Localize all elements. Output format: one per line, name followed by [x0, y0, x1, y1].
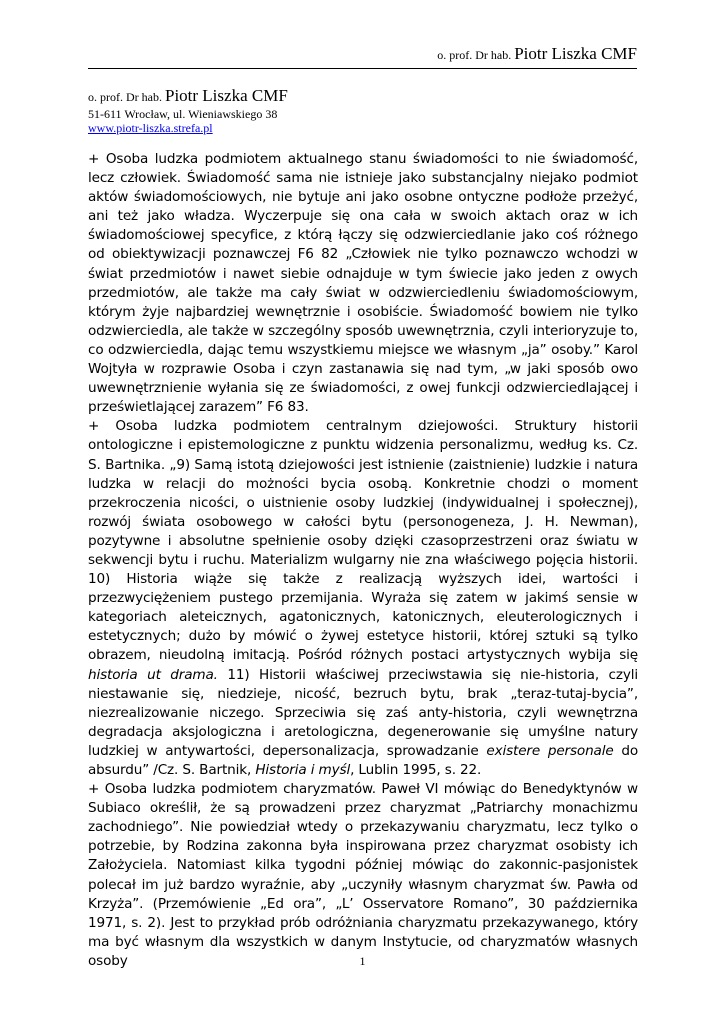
- body-text: [88, 150, 638, 971]
- paragraph-consciousness: + Osoba ludzka podmiotem aktualnego stanu świadomości to nie świadomość, lecz człowiek. Świadomość sama nie istnieje jako substancjalny niejako podmiot aktów świadomościowych, nie bytuje ani jako osobne ontyczne podłoże przeżyć, ani też jako władza. Wyczerpuje się ona cała w swoich aktach oraz w ich świadomościowej specyfice, z którą łączy się odzwierciedlanie jako coś różnego od obiektywizacji poznawczej F6 82 „Człowiek nie tylko poznawczo wchodzi w świat przedmiotów i nawet siebie odnajduje w tym świecie jako jeden z owych przedmiotów, ale także ma cały świat w odzwierciedleniu świadomościowym, którym żyje najbardziej wewnętrznie i osobiście. Świadomość bowiem nie tylko odzwierciedla, ale także w szczególny sposób uwewnętrznia, czyli interioryzuje to, co odzwierciedla, dając temu wszystkiemu miejsce we własnym „ja” osoby.” Karol Wojtyła w rozprawie Osoba i czyn zastanawia się nad tym, „w jaki sposób owo uwewnętrznienie wyłania się ze świadomości, z owej funkcji odzwierciedlającej i prześwietlającej zarazem” F6 83.: [88, 151, 638, 416]
- running-header-name: Piotr Liszka CMF: [514, 44, 637, 63]
- paragraph-charisms: + Osoba ludzka podmiotem charyzmatów. Paweł VI mówiąc do Benedyktynów w Subiaco określił, że są prowadzeni przez charyzmat „Patriarchy monachizmu zachodniego”. Nie powiedział wtedy o przekazywaniu charyzmatu, lecz tylko o potrzebie, by Rodzina zakonna była inspirowana przez charyzmat osobisty ich Założyciela. Natomiast kilka tygodni później mówiąc do zakonnic-pasjonistek polecał im już bardzo wyraźnie, aby „uczyniły własnym charyzmat św. Pawła od Krzyża”. (Przemówienie „Ed ora”, „L’ Osservatore Romano”, 30 października 1971, s. 2). Jest to przykład prób odróżniania charyzmatu przekazywanego, który ma być własnym dla wszystkich w danym Instytucie, od charyzmatów własnych osoby: [88, 781, 638, 969]
- author-prefix: o. prof. Dr hab.: [88, 90, 165, 104]
- paragraph-history-emphasis-book-title: Historia i myśl: [255, 762, 351, 778]
- paragraph-history-part-c: do absurdu” /Cz. S. Bartnik,: [88, 742, 638, 778]
- author-name-line: [88, 86, 288, 107]
- paragraph-history: [88, 417, 638, 780]
- author-name: Piotr Liszka CMF: [164, 86, 288, 105]
- author-website-link[interactable]: www.piotr-liszka.strefa.pl: [88, 121, 213, 135]
- paragraph-history-emphasis-existere: existere personale: [486, 742, 614, 759]
- page-number: 1: [359, 954, 366, 968]
- author-address: 51-611 Wrocław, ul. Wieniawskiego 38: [88, 107, 278, 121]
- header-rule: [88, 68, 637, 69]
- paragraph-history-part-a: + Osoba ludzka podmiotem centralnym dziejowości. Struktury historii ontologiczne i epistemologiczne z punktu widzenia personalizmu, według ks. Cz. S. Bartnika. „9) Samą istotą dziejowości jest istnienie (zaistnienie) ludzkie i natura ludzka w relacji do możności bycia osobą. Konkretnie chodzi o moment przekroczenia nicości, o uistnienie osoby ludzkiej (indywidualnej i społecznej), rozwój świata osobowego w całości bytu (personogeneza, J. H. Newman), pozytywne i absolutne spełnienie osoby dzięki czasoprzestrzeni oraz światu w sekwencji bytu i ruchu. Materializm wulgarny nie zna właściwego pojęcia historii. 10) Historia wiąże się także z realizacją wyższych idei, wartości i przezwyciężeniem pustego przemijania. Wyraża się zatem w jakimś sensie w kategoriach aleteicznych, agatonicznych, katonicznych, eleuterologicznych i estetycznych; dużo by mówić o żywej estetyce historii, której sztuki są tylko obrazem, nieudolną imitacją. Pośród różnych postaci artystycznych wybija się: [88, 418, 638, 664]
- paragraph-history-emphasis-drama: historia ut drama.: [88, 666, 218, 683]
- paragraph-history-part-d: , Lublin 1995, s. 22.: [350, 762, 482, 778]
- running-header-prefix: o. prof. Dr hab.: [437, 48, 515, 62]
- running-header: [437, 44, 637, 64]
- author-block: [88, 86, 288, 135]
- paragraph-history-part-b: 11) Historii właściwej przeciwstawia się nie-historia, czyli niestawanie się, niedzieje, nicość, bezruch bytu, brak „teraz-tutaj-bycia”, niezrealizowanie niczego. Sprzeciwia się zaś anty-historia, czyli wewnętrzna degradacja aksjologiczna i aretologiczna, degenerowanie się umyślne natury ludzkiej w antywartości, depersonalizacja, sprowadzanie: [88, 666, 638, 759]
